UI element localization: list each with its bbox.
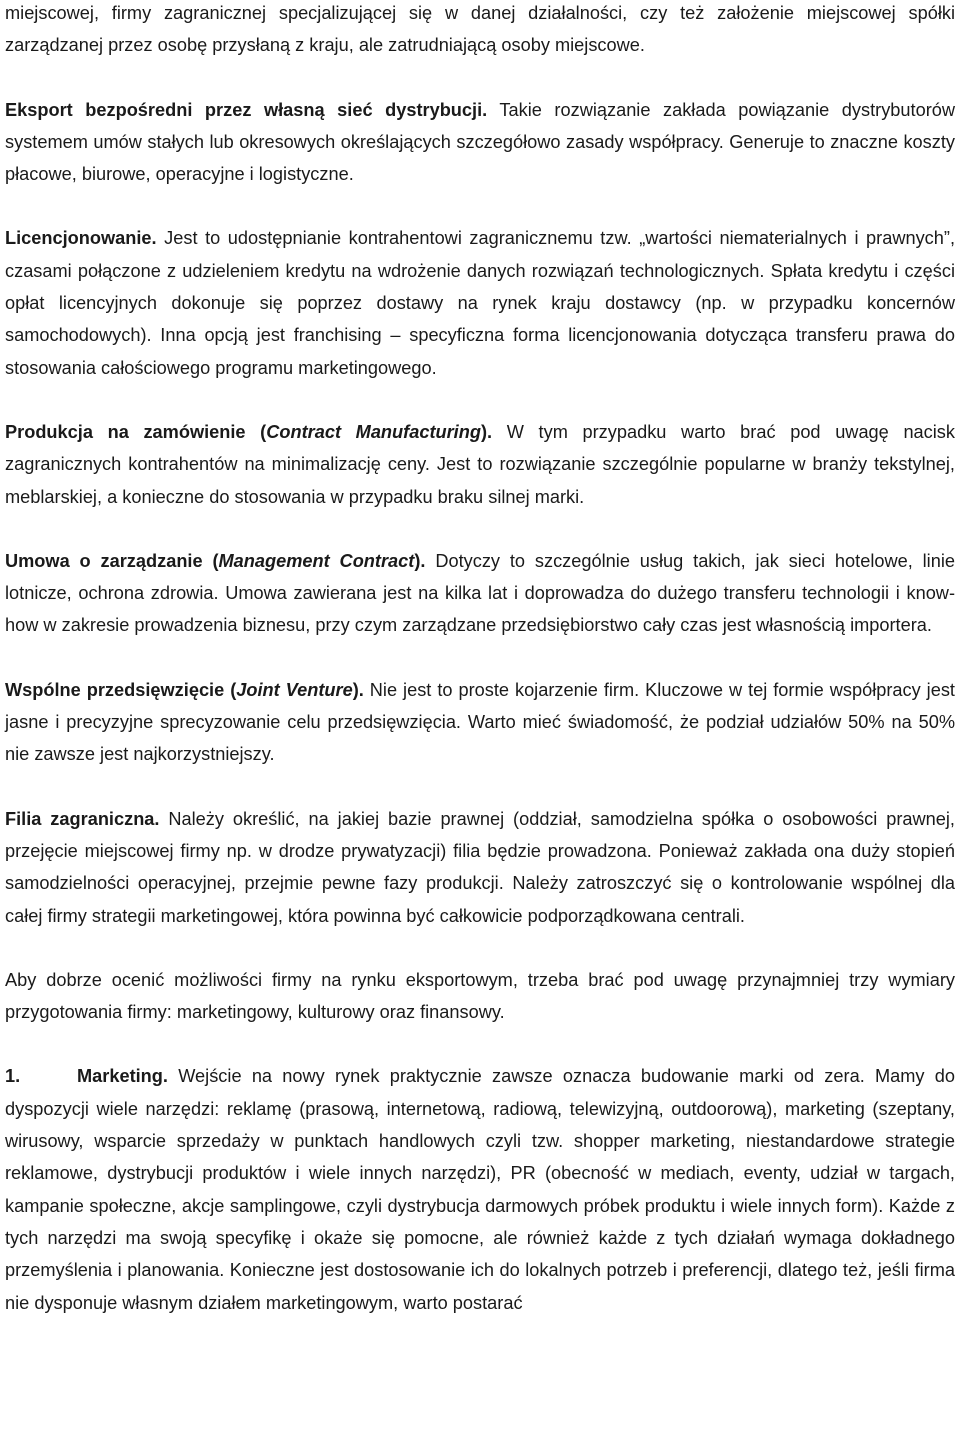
paragraph-heading-italic: Management Contract xyxy=(218,550,415,571)
paragraph-gap xyxy=(5,1028,955,1060)
paragraph-assessment xyxy=(5,964,955,1029)
paragraph-text: Nie jest to proste kojarzenie firm. Kluczowe w tej formie współpracy jest jasne i precyzyjne sprecyzowanie celu przedsięwzięcia. Warto mieć świadomość, że podział udziałów 50% na 50% nie zawsze jest najkorzystniejszy. xyxy=(5,679,955,765)
paragraph-text: Aby dobrze ocenić możliwości firmy na rynku eksportowym, trzeba brać pod uwagę przynajmniej trzy wymiary przygotowania firmy: marketingowy, kulturowy oraz finansowy. xyxy=(5,969,955,1023)
paragraph-heading: Licencjonowanie. xyxy=(5,228,157,249)
paragraph-heading: Filia zagraniczna. xyxy=(5,808,160,829)
paragraph-heading-italic: Joint Venture xyxy=(236,679,353,700)
list-number: 1. xyxy=(5,1066,21,1087)
paragraph-joint-venture xyxy=(5,674,955,771)
paragraph-heading: Wspólne przedsięwzięcie ( xyxy=(5,679,237,700)
paragraph-gap xyxy=(5,62,955,94)
paragraph-gap xyxy=(5,642,955,674)
paragraph-direct-export xyxy=(5,94,955,191)
paragraph-marketing xyxy=(5,1060,955,1318)
paragraph-heading: Marketing. xyxy=(77,1066,168,1087)
paragraph-gap xyxy=(5,771,955,803)
paragraph-text: W tym przypadku warto brać pod uwagę nacisk zagranicznych kontrahentów na minimalizację ceny. Jest to rozwiązanie szczególnie popularne w branży tekstylnej, meblarskiej, a konieczne do stosowania w przypadku braku silnej marki. xyxy=(5,421,955,507)
paragraph-heading: Eksport bezpośredni przez własną sieć dystrybucji. xyxy=(5,99,488,120)
paragraph-text: Wejście na nowy rynek praktycznie zawsze oznacza budowanie marki od zera. Mamy do dyspozycji wiele narzędzi: reklamę (prasową, internetową, radiową, telewizyjną, outdoorową), marketing (szeptany, wirusowy, wsparcie sprzedaży w punktach handlowych czyli tzw. shopper marketing, niestandardowe strategie reklamowe, dystrybucji produktów i wiele innych narzędzi), PR (obecność w mediach, eventy, udział w targach, kampanie społeczne, akcje samplingowe, czyli dystrybucja darmowych próbek produktu i wiele innych form). Każde z tych narzędzi ma swoją specyfikę i okaże się pomocne, ale również każde z tych działań wymaga dokładnego przemyślenia i planowania. Konieczne jest dostosowanie ich do lokalnych potrzeb i preferencji, dlatego też, jeśli firma nie dysponuje własnym działem marketingowym, warto postarać xyxy=(5,1066,955,1313)
paragraph-text: Dotyczy to szczególnie usług takich, jak sieci hotelowe, linie lotnicze, ochrona zdrowia. Umowa zawierana jest na kilka lat i doprowadza do dużego transferu technologii i know-how w zakresie prowadzenia biznesu, przy czym zarządzane przedsiębiorstwo cały czas jest własnością importera. xyxy=(5,550,955,636)
paragraph-gap xyxy=(5,513,955,545)
paragraph-text: miejscowej, firmy zagranicznej specjalizującej się w danej działalności, czy też założenie miejscowej spółki zarządzanej przez osobę przysłaną z kraju, ale zatrudniającą osoby miejscowe. xyxy=(5,3,955,56)
paragraph-text: Należy określić, na jakiej bazie prawnej (oddział, samodzielna spółka o osobowości prawnej, przejęcie miejscowej firmy np. w drodze prywatyzacji) filia będzie prowadzona. Ponieważ zakłada ona duży stopień samodzielności operacyjnej, przejmie pewne fazy produkcji. Należy zatroszczyć się o kontrolowanie wspólnej dla całej firmy strategii marketingowej, która powinna być całkowicie podporządkowana centrali. xyxy=(5,808,955,926)
paragraph-management-contract xyxy=(5,545,955,642)
paragraph-licensing xyxy=(5,222,955,383)
paragraph-gap xyxy=(5,190,955,222)
paragraph-foreign-branch xyxy=(5,803,955,932)
paragraph-text: Jest to udostępnianie kontrahentowi zagranicznemu tzw. „wartości niematerialnych i prawnych”, czasami połączone z udzieleniem kredytu na wdrożenie danych rozwiązań technologicznych. Spłata kredytu i części opłat licencyjnych dokonuje się poprzez dostawy na rynek kraju dostawcy (np. w przypadku koncernów samochodowych). Inna opcją jest franchising – specyficzna forma licencjonowania dotycząca transferu prawa do stosowania całościowego programu marketingowego. xyxy=(5,228,955,378)
document-page xyxy=(5,0,955,1319)
paragraph-heading-end: ). xyxy=(480,421,493,442)
paragraph-text: Takie rozwiązanie zakłada powiązanie dystrybutorów systemem umów stałych lub okresowych określających szczegółowo zasady współpracy. Generuje to znaczne koszty płacowe, biurowe, operacyjne i logistyczne. xyxy=(5,99,955,185)
paragraph-intro-continuation xyxy=(5,0,955,62)
paragraph-heading: Umowa o zarządzanie ( xyxy=(5,550,219,571)
paragraph-gap xyxy=(5,932,955,964)
paragraph-heading-end: ). xyxy=(414,550,426,571)
paragraph-contract-manufacturing xyxy=(5,416,955,513)
paragraph-heading-end: ). xyxy=(352,679,364,700)
paragraph-heading-italic: Contract Manufacturing xyxy=(266,421,481,442)
paragraph-heading: Produkcja na zamówienie ( xyxy=(5,421,267,442)
paragraph-gap xyxy=(5,384,955,416)
